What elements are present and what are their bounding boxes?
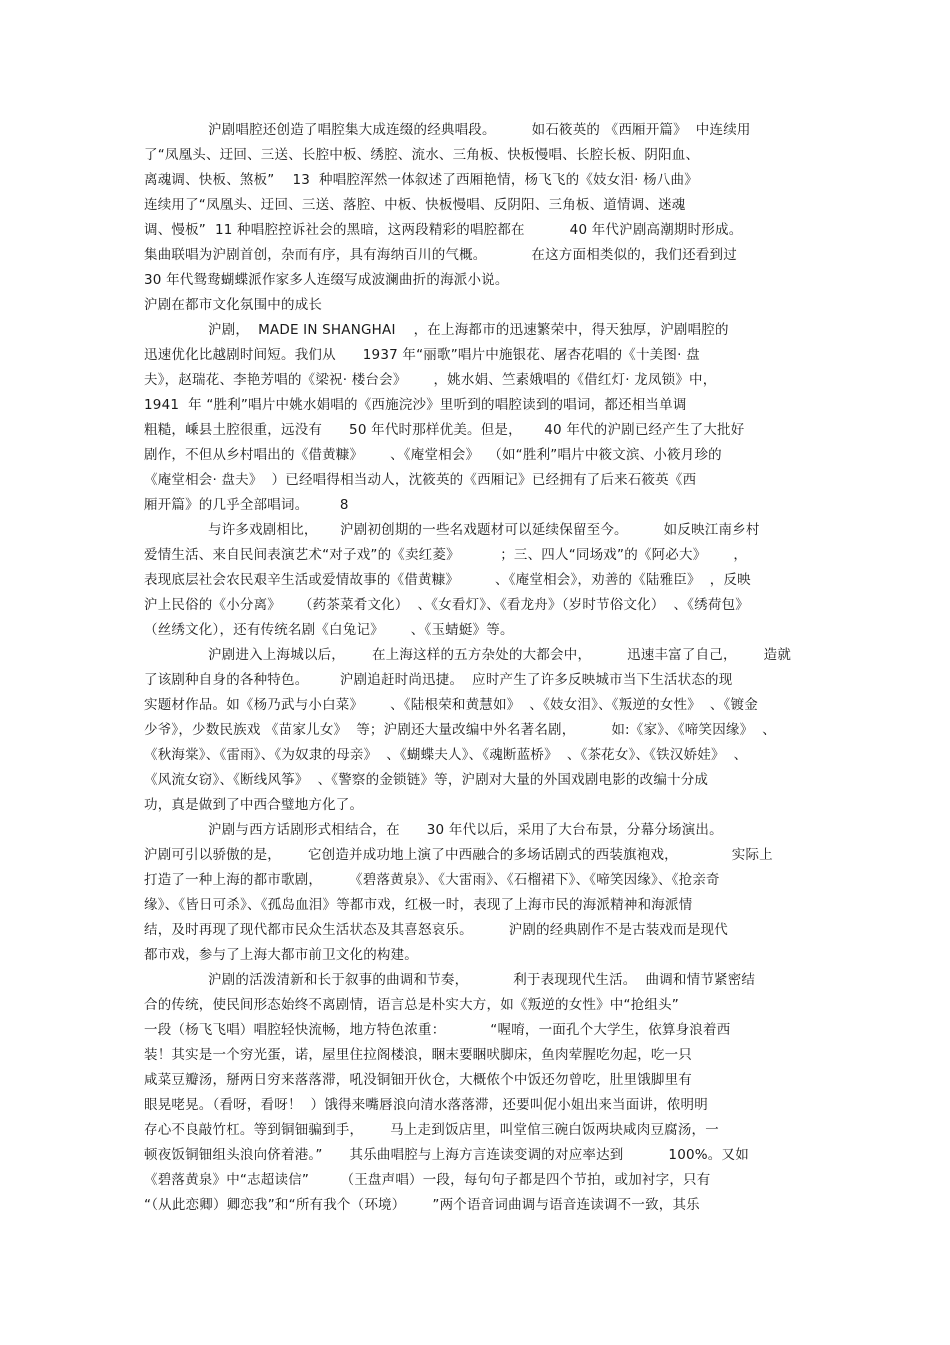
text-line: 表现底层社会农民艰辛生活或爱情故事的《借黄糠》 、《庵堂相会》，劝善的《陆雅臣》 ，反映	[144, 572, 751, 588]
text-line: 功，真是做到了中西合璧地方化了。	[144, 797, 364, 813]
text-line: 迅速优化比越剧时间短。我们从 1937 年“丽歌”唱片中施银花、屠杏花唱的《十美图· 盘	[144, 347, 700, 363]
text-line: 结，及时再现了现代都市民众生活状态及其喜怒哀乐。 沪剧的经典剧作不是古装戏而是现代	[144, 922, 728, 938]
text-line: 沪剧， MADE IN SHANGHAI ，在上海都市的迅速繁荣中，得天独厚，沪剧唱腔的	[208, 322, 729, 338]
text-line: 《碧落黄泉》中“志超读信” （王盘声唱）一段，每句句子都是四个节拍，或加衬字，只有	[144, 1172, 711, 1188]
text-line: 存心不良敲竹杠。等到铜钿骗到手， 马上走到饭店里，叫堂倌三碗白饭两块咸肉豆腐汤，一	[144, 1122, 719, 1138]
text-line: “（从此恋卿）卿恋我”和“所有我个（环境） ”两个语音词曲调与语音连读调不一致，其乐	[144, 1197, 700, 1213]
text-line: （丝绣文化），还有传统名剧《白兔记》 、《玉蜻蜓》等。	[144, 622, 514, 638]
text-line: 1941 年 “胜利”唱片中姚水娟唱的《西施浣沙》里听到的唱腔读到的唱词，都还相当单调	[144, 397, 687, 413]
text-line: 沪剧可引以骄傲的是， 它创造并成功地上演了中西融合的多场话剧式的西装旗袍戏， 实际上	[144, 847, 773, 863]
text-line: 《秋海棠》、《雷雨》、《为奴隶的母亲》 、《蝴蝶夫人》、《魂断蓝桥》 、《茶花女》、《铁汉娇娃》 、	[144, 747, 748, 763]
text-line: 30 年代鸳鸯蝴蝶派作家多人连缀写成波澜曲折的海派小说。	[144, 272, 509, 288]
text-line: 沪剧进入上海城以后， 在上海这样的五方杂处的大都会中， 迅速丰富了自己， 造就	[208, 647, 792, 663]
text-line: 顿夜饭铜钿组头浪向侪着港。” 其乐曲唱腔与上海方言连读变调的对应率达到 100%。又如	[144, 1147, 749, 1163]
text-line: 沪上民俗的《小分离》 （药茶菜肴文化） 、《女看灯》、《看龙舟》（岁时节俗文化） 、《绣荷包》	[144, 597, 749, 613]
text-line: 集曲联唱为沪剧首创，杂而有序，具有海纳百川的气概。 在这方面相类似的，我们还看到过	[144, 247, 737, 263]
text-line: 粗糙，嵊县土腔很重，远没有 50 年代时那样优美。但是， 40 年代的沪剧已经产生了大批好	[144, 422, 745, 438]
text-line: 《风流女窃》、《断线风筝》 、《警察的金锁链》等，沪剧对大量的外国戏剧电影的改编十分成	[144, 772, 709, 788]
text-line: 沪剧与西方话剧形式相结合，在 30 年代以后，采用了大台布景，分幕分场演出。	[208, 822, 723, 838]
text-line: 与许多戏剧相比， 沪剧初创期的一些名戏题材可以延续保留至今。 如反映江南乡村	[208, 522, 760, 538]
text-line: 一段（杨飞飞唱）唱腔轻快流畅，地方特色浓重： “喔唷，一面孔个大学生，依算身浪着西	[144, 1022, 731, 1038]
text-line: 连续用了“凤凰头、迂回、三送、落腔、中板、快板慢唱、反阴阳、三角板、道情调、迷魂	[144, 197, 686, 213]
text-line: 少爷》，少数民族戏 《苗家儿女》 等；沪剧还大量改编中外名著名剧， 如:《家》、《啼笑因缘》 、	[144, 722, 776, 738]
text-line: 《庵堂相会· 盘夫》 ）已经唱得相当动人，沈筱英的《西厢记》已经拥有了后来石筱英《西	[144, 472, 697, 488]
text-line: 眼晃咾晃。（看呀，看呀！ ）饿得来嘴唇浪向清水落落滞，还要叫伲小姐出来当面讲，侬明明	[144, 1097, 708, 1113]
text-line: 装！其实是一个穷光蛋，诺，屋里住拉阁楼浪，睏末要睏吠脚床，鱼肉荤腥吃勿起，吃一只	[144, 1047, 692, 1063]
text-line: 剧作，不但从乡村唱出的《借黄糠》 、《庵堂相会》 （如“胜利”唱片中筱文滨、小筱月珍的	[144, 447, 722, 463]
text-line: 厢开篇》的几乎全部唱词。 8	[144, 497, 349, 513]
section-heading: 沪剧在都市文化氛围中的成长	[144, 297, 323, 313]
text-line: 都市戏，参与了上海大都市前卫文化的构建。	[144, 947, 418, 963]
text-line: 夫》，赵瑞花、李艳芳唱的《梁祝· 楼台会》 ，姚水娟、竺素娥唱的《借红灯· 龙凤锁》中，	[144, 372, 717, 388]
text-line: 爱情生活、来自民间表演艺术“对子戏”的《卖红菱》 ；三、四人“同场戏”的《阿必大》 ，	[144, 547, 748, 563]
text-line: 咸菜豆瓣汤，掰两日穷来落落滞，吼没铜钿开伙仓，大概侬个中饭还勿曾吃，肚里饿脚里有	[144, 1072, 692, 1088]
text-line: 实题材作品。如《杨乃武与小白菜》 、《陆根荣和黄慧如》 、《妓女泪》、《叛逆的女性》 、《镀金	[144, 697, 758, 713]
text-line: 调、慢板” 11 种唱腔控诉社会的黑暗，这两段精彩的唱腔都在 40 年代沪剧高潮期时形成。	[144, 222, 743, 238]
text-line: 合的传统，使民间形态始终不离剧情，语言总是朴实大方，如《叛逆的女性》中“抢组头”	[144, 997, 679, 1013]
text-line: 缘》、《皆日可杀》、《孤岛血泪》等都市戏，红极一时，表现了上海市民的海派精神和海派情	[144, 897, 693, 913]
text-line: 了“凤凰头、迂回、三送、长腔中板、绣腔、流水、三角板、快板慢唱、长腔长板、阴阳血、	[144, 147, 700, 163]
text-line: 了该剧种自身的各种特色。 沪剧追赶时尚迅捷。 应时产生了许多反映城市当下生活状态的现	[144, 672, 733, 688]
text-line: 沪剧唱腔还创造了唱腔集大成连缀的经典唱段。 如石筱英的 《西厢开篇》 中连续用	[208, 122, 751, 138]
text-line: 离魂调、快板、煞板” 13 种唱腔浑然一体叙述了西厢艳情，杨飞飞的《妓女泪· 杨八曲》	[144, 172, 698, 188]
text-line: 打造了一种上海的都市歌剧， 《碧落黄泉》、《大雷雨》、《石榴裙下》、《啼笑因缘》、《抢亲奇	[144, 872, 720, 888]
text-line: 沪剧的活泼清新和长于叙事的曲调和节奏， 利于表现现代生活。 曲调和情节紧密结	[208, 972, 756, 988]
